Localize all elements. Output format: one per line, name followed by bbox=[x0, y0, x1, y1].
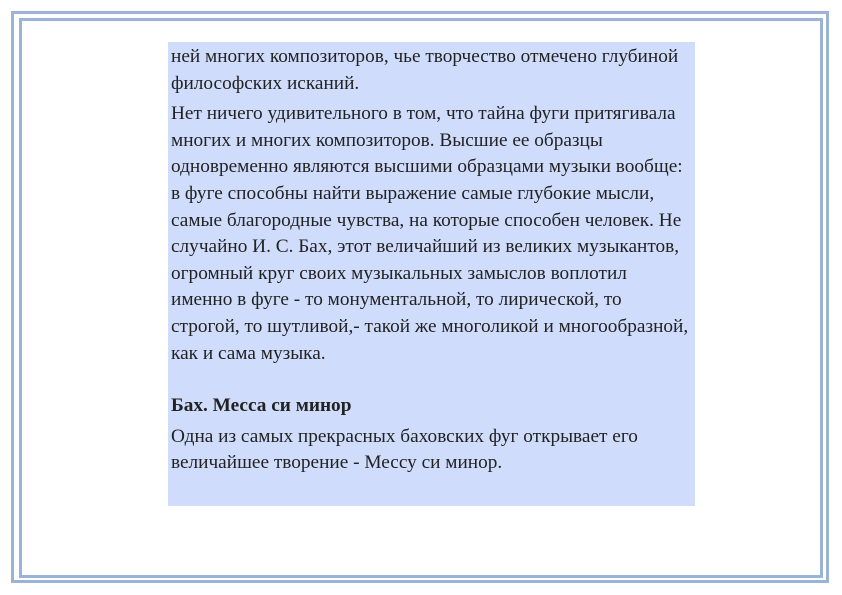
paragraph-fugue: Нет ничего удивительного в том, что тайна фуги притягивала многих и многих композиторов. Высшие ее образцы одновременно являются высшими образцами музыки вообще: в фуге способны найти выражение самые глубокие мысли, самые благородные чувства, на которые способен человек. Не случайно И. С. Бах, этот величайший из великих музыкантов, огромный круг своих музыкальных замыслов воплотил именно в фуге - то монументальной, то лирической, то строгой, то шутливой,- такой же многоликой и многообразной, как и сама музыка. bbox=[171, 103, 689, 364]
section-heading: Бах. Месса си минор bbox=[171, 395, 352, 417]
paragraph-continuation: ней многих композиторов, чье творчество отмечено глубиной философских исканий. bbox=[171, 46, 679, 94]
text-block bbox=[168, 42, 695, 506]
paragraph-mass: Одна из самых прекрасных баховских фуг открывает его величайшее творение - Мессу си минор. bbox=[171, 425, 638, 474]
